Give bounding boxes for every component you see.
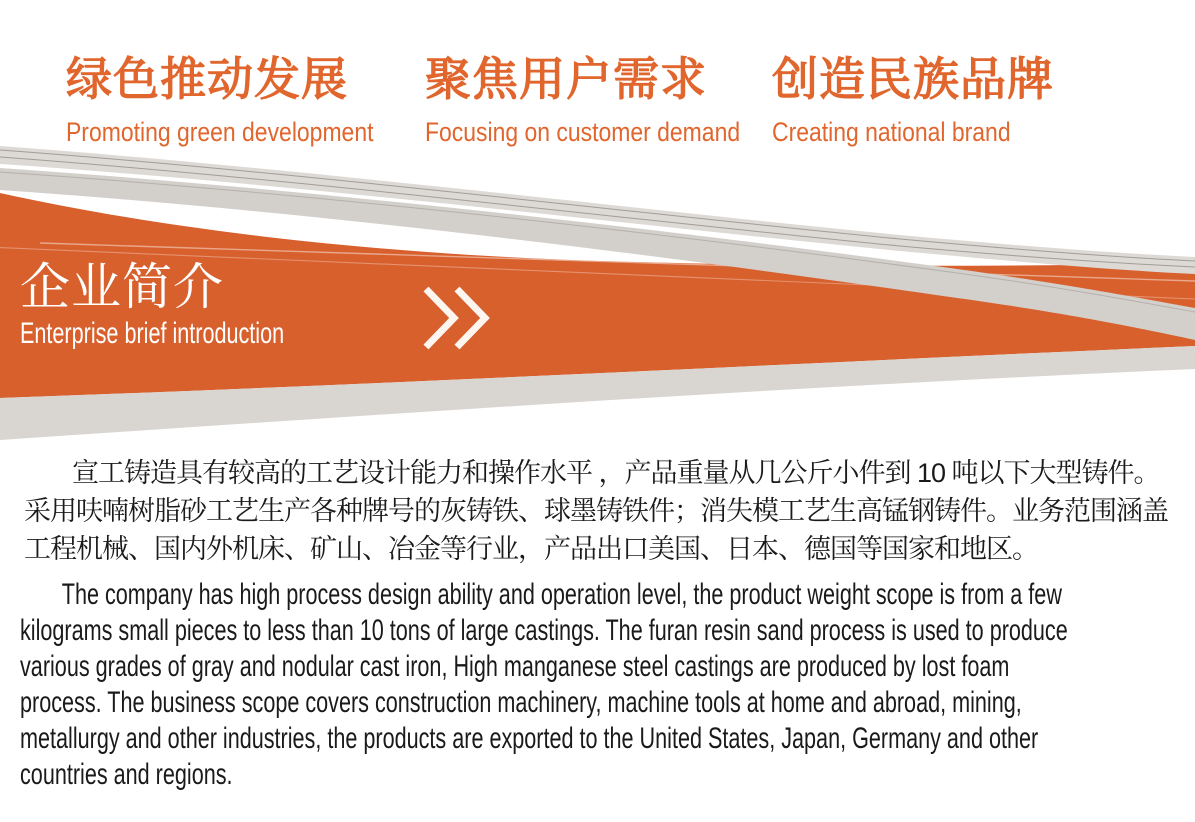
section-title-cn: 企业简介 — [20, 259, 224, 315]
intro-en-line: metallurgy and other industries, the products are exported to the United States, Japan, Germany and other — [20, 722, 1039, 755]
slogan-cn-text: 聚焦用户需求 — [425, 53, 707, 105]
intro-cn-line: 宣工铸造具有较高的工艺设计能力和操作水平 ，产品重量从几公斤小件到 10 吨以下大型铸件。 — [72, 458, 1160, 488]
section-header — [20, 260, 387, 351]
slogan-en-text: Focusing on customer demand — [425, 117, 741, 148]
slogan-cn-text: 创造民族品牌 — [772, 53, 1054, 105]
slogan-cn-text: 绿色推动发展 — [66, 53, 348, 105]
double-chevron-right-icon — [421, 284, 491, 352]
intro-en-line: countries and regions. — [20, 758, 233, 791]
slogan-en-text: Creating national brand — [772, 117, 1011, 148]
intro-cn-line: 采用呋喃树脂砂工艺生产各种牌号的灰铸铁、球墨铸铁件；消失模工艺生高锰钢铸件。业务范围涵盖 — [24, 496, 1168, 526]
slogan-en-text: Promoting green development — [66, 117, 374, 148]
intro-paragraph-cn — [24, 454, 1184, 568]
intro-en-line: kilograms small pieces to less than 10 tons of large castings. The furan resin sand process is used to produce — [20, 614, 1068, 647]
intro-en-line: process. The business scope covers construction machinery, machine tools at home and abroad, mining, — [20, 686, 1022, 719]
intro-en-line: various grades of gray and nodular cast iron, High manganese steel castings are produced by lost foam — [20, 650, 1010, 683]
intro-cn-line: 工程机械、国内外机床、矿山、冶金等行业，产品出口美国、日本、德国等国家和地区。 — [24, 534, 1038, 564]
intro-en-line: The company has high process design ability and operation level, the product weight scope is from a few — [61, 578, 1062, 611]
intro-paragraph-en — [20, 577, 1186, 793]
section-title-en: Enterprise brief introduction — [20, 317, 285, 350]
